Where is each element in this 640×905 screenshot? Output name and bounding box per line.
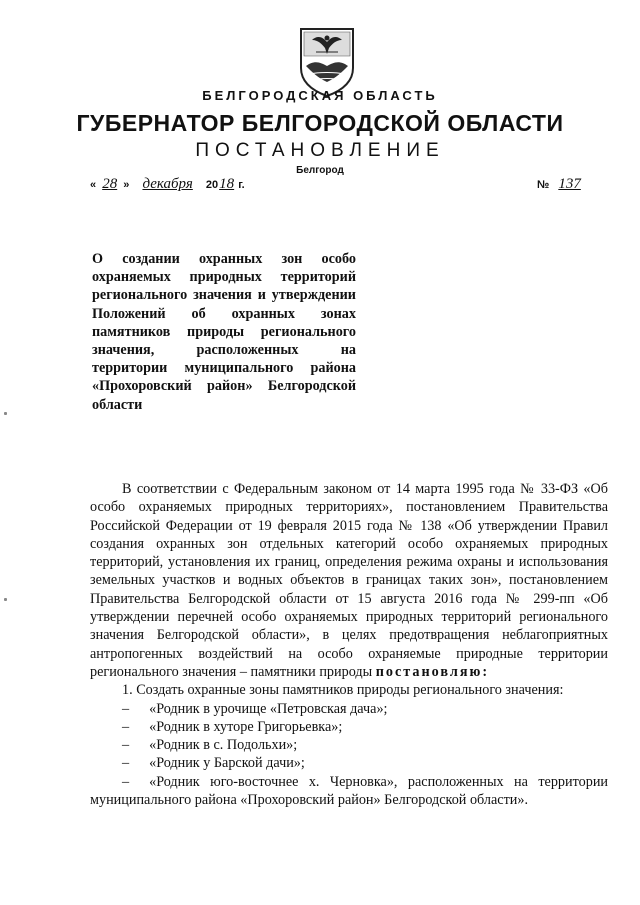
- authority-heading: ГУБЕРНАТОР БЕЛГОРОДСКОЙ ОБЛАСТИ: [76, 110, 564, 136]
- date-year-suffix: 18: [219, 176, 235, 192]
- preamble-paragraph: [90, 480, 608, 681]
- document-title: О создании охранных зон особо охраняемых природных территорий регионального значения и утверждении Положений об охранных зонах памятников природы регионального значения, расположенных на территории муниципального района «Прохоровский район» Белгородской области: [92, 251, 356, 413]
- date-close-quote: »: [123, 179, 130, 191]
- document-type-heading: ПОСТАНОВЛЕНИЕ: [195, 140, 445, 161]
- preamble-text: В соответствии с Федеральным законом от 14 марта 1995 года № 33-ФЗ «Об особо охраняемых природных территориях», постановлением Правительства Российской Федерации от 19 февраля 2015 года № 138 «Об утверждении Правил создания охранных зон отдельных категорий особо охраняемых природных территорий, установления их границ, определения режима охраны и использования земельных участков и водных объектов в границах таких зон», постановлением Правительства Белгородской области от 15 августа 2016 года № 299-пп «Об утверждении перечней особо охраняемых природных территорий регионального значения Белгородской области», в целях предотвращения неблагоприятных антропогенных воздействий на особо охраняемые природные территории регионального значения – памятники природы: [90, 481, 608, 680]
- number-label: №: [537, 179, 550, 191]
- list-item: [90, 773, 608, 810]
- list-dash: –: [122, 700, 130, 717]
- document-body: [90, 480, 608, 809]
- point-1: 1. Создать охранные зоны памятников природы регионального значения:: [122, 682, 564, 699]
- region-heading: БЕЛГОРОДСКАЯ ОБЛАСТЬ: [202, 88, 438, 103]
- list-item: [90, 754, 608, 772]
- list-item-text: «Родник в с. Подольхи»;: [149, 737, 298, 754]
- number-value: 137: [558, 176, 581, 192]
- document-number: [537, 176, 587, 193]
- city-label: Белгород: [296, 165, 344, 176]
- date-year-abbr: г.: [238, 179, 245, 191]
- list-item: [90, 718, 608, 736]
- list-dash: –: [122, 773, 130, 790]
- date-day: 28: [102, 176, 118, 192]
- list-item: [90, 700, 608, 718]
- date-open-quote: «: [90, 179, 97, 191]
- scan-mark: [4, 598, 7, 601]
- list-item-text: «Родник у Барской дачи»;: [149, 755, 305, 772]
- list-item-text: «Родник в хуторе Григорьевка»;: [149, 718, 343, 735]
- date-month: декабря: [142, 176, 193, 192]
- list-dash: –: [122, 737, 130, 754]
- decree-word: постановляю:: [375, 663, 490, 680]
- list-item-text: «Родник юго-восточнее х. Черновка», расположенных на территории муниципального района «Прохоровский район» Белгородской области».: [90, 773, 608, 809]
- list-item: [90, 736, 608, 754]
- list-dash: –: [122, 755, 130, 772]
- document-date: [90, 176, 245, 193]
- date-year-prefix: 20: [205, 179, 219, 191]
- list-dash: –: [122, 718, 130, 735]
- scan-mark: [4, 412, 7, 415]
- list-item-text: «Родник в урочище «Петровская дача»;: [149, 700, 388, 717]
